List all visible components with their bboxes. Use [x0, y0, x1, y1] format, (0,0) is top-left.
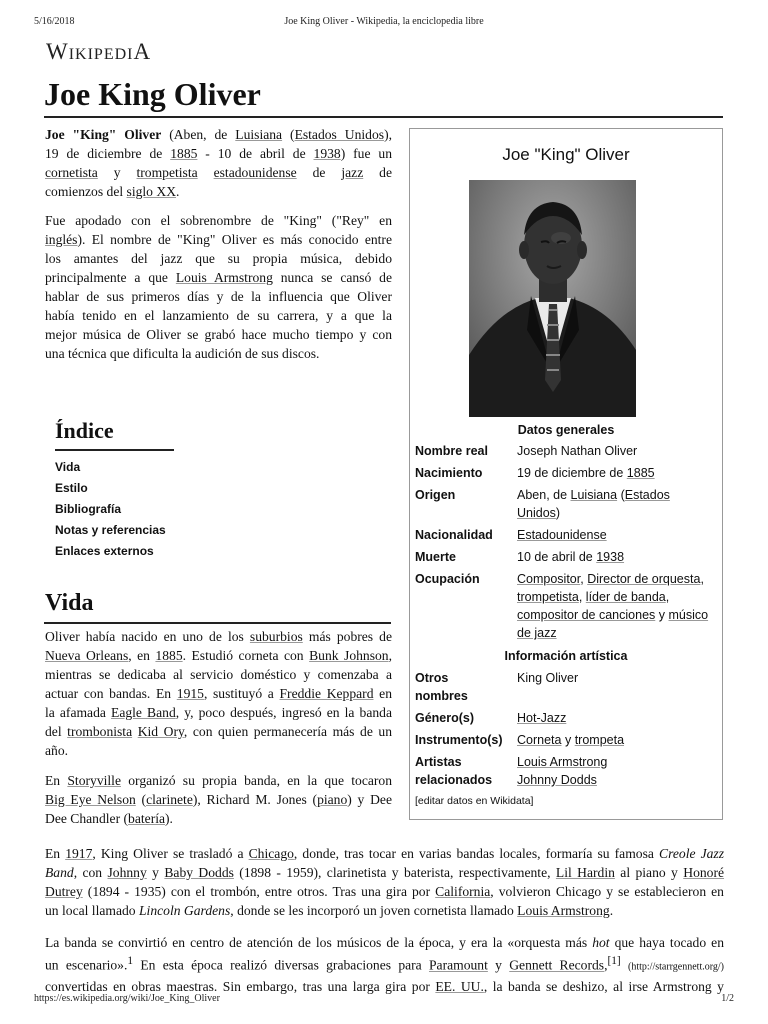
edit-wikidata-link[interactable]: [editar datos en Wikidata] [415, 795, 534, 807]
infobox-link[interactable]: Johnny Dodds [517, 773, 597, 787]
infobox-value[interactable] [517, 753, 709, 789]
text-line: Dee Chandler (batería). [45, 811, 173, 826]
text-line: hablar de sus primeros días y de la influencia que Oliver [45, 289, 392, 304]
text-line: mejor música de Oliver se grabó hace mucho tiempo y con [45, 327, 392, 342]
infobox-link[interactable]: músico de jazz [517, 608, 709, 640]
wordmark-rest: ikipedi [68, 39, 134, 64]
text-line: los amantes del jazz que su propia música, debido [45, 251, 392, 266]
inline-link[interactable]: Luisiana [235, 127, 283, 142]
inline-link[interactable]: trombonista [67, 724, 133, 739]
infobox-key: Ocupación [415, 572, 480, 586]
vida-paragraph-1 [45, 627, 392, 760]
inline-link[interactable]: California [435, 884, 491, 899]
infobox-value: King Oliver [517, 671, 579, 685]
infobox-value[interactable] [517, 526, 709, 544]
inline-link[interactable]: estadounidense [213, 165, 297, 180]
infobox-key: Nombre real [415, 444, 488, 458]
table-of-contents [55, 418, 174, 562]
inline-link[interactable]: Big Eye Nelson [45, 792, 136, 807]
infobox-link[interactable]: Estados Unidos [517, 488, 670, 520]
infobox-value[interactable]: Compositor, Director de orquesta, trompetista, líder de banda, compositor de canciones y músico de jazz [517, 572, 709, 640]
infobox [409, 128, 723, 820]
text-line: Oliver había nacido en uno de los suburbios más pobres de [45, 629, 392, 644]
inline-link[interactable]: EE. UU. [435, 978, 484, 994]
infobox-key: Artistas relacionados [415, 755, 493, 787]
vida-paragraph-4 [45, 933, 724, 996]
inline-link[interactable]: Freddie Keppard [279, 686, 374, 701]
wordmark-first: W [46, 39, 69, 64]
intro-paragraph-1 [45, 125, 392, 201]
infobox-section-general: Datos generales [517, 423, 615, 437]
inline-link[interactable]: jazz [341, 165, 364, 180]
infobox-link[interactable]: Louis Armstrong [517, 755, 608, 769]
text-line: la afamada Eagle Band, y, poco después, ingresó en la banda [45, 705, 393, 720]
infobox-link[interactable]: líder de banda [585, 590, 666, 604]
text-line: un local llamado Lincoln Gardens, donde se les incorporó un joven cornetista llamado Louis Armstrong. [45, 903, 614, 918]
inline-link[interactable]: trompetista [136, 165, 198, 180]
inline-link[interactable]: Chicago [248, 846, 294, 861]
infobox-value[interactable]: Aben, de Luisiana (Estados Unidos) [517, 488, 670, 520]
vida-paragraph-2 [45, 771, 392, 828]
text-line: Dutrey (1894 - 1935) con el trombón, entre otros. Tras una gira por California, volvieron Chicago y se establecieron en [45, 884, 724, 899]
infobox-key: Otros nombres [415, 671, 468, 703]
title-divider [44, 116, 723, 118]
text-line: una técnica que dificulta la audición de sus discos. [45, 346, 320, 361]
portrait-photo [469, 180, 636, 417]
text-line: convertidas en obras maestras. Sin embargo, tras una larga gira por EE. UU., la banda se deshizo, al irse Armstrong y [45, 978, 724, 994]
infobox-value[interactable]: Corneta y trompeta [517, 733, 625, 747]
print-url[interactable]: https://es.wikipedia.org/wiki/Joe_King_Oliver [34, 993, 220, 1004]
inline-link[interactable]: Gennett Records [509, 957, 605, 973]
wordmark-last: A [133, 39, 152, 64]
infobox-key: Muerte [415, 550, 456, 564]
inline-link[interactable]: Kid Ory [137, 724, 184, 739]
text-line: mientras se dedicaba al servicio doméstico y comenzaba a [45, 667, 392, 682]
inline-link[interactable]: Estados Unidos [294, 127, 385, 142]
infobox-value: Joseph Nathan Oliver [517, 444, 638, 458]
inline-link[interactable]: Baby Dodds [164, 865, 234, 880]
text-line: inglés). El nombre de "King" Oliver es más conocido entre [45, 232, 392, 247]
inline-link[interactable]: cornetista [45, 165, 98, 180]
infobox-link[interactable]: Hot-Jazz [517, 711, 567, 725]
toc-item-enlaces[interactable]: Enlaces externos [55, 543, 154, 558]
infobox-value[interactable]: 10 de abril de 1938 [517, 550, 625, 564]
infobox-section-artistic: Información artística [504, 649, 628, 663]
inline-link[interactable]: Storyville [67, 773, 121, 788]
infobox-value[interactable] [517, 709, 709, 727]
inline-link[interactable]: Nueva Orleans [45, 648, 129, 663]
print-date: 5/16/2018 [34, 16, 75, 27]
vida-paragraph-3 [45, 844, 724, 920]
inline-link[interactable]: 1885 [170, 146, 198, 161]
inline-link[interactable]: siglo XX [126, 184, 177, 199]
infobox-link[interactable]: 1885 [626, 466, 655, 480]
text-line: del trombonista Kid Ory, con quien permanecería más de un [45, 724, 393, 739]
inline-link[interactable]: Dutrey [45, 884, 83, 899]
text-line: cornetista y trompetista estadounidense de jazz de [45, 165, 393, 180]
infobox-link[interactable]: Estadounidense [517, 528, 607, 542]
text-line: Joe "King" Oliver (Aben, de Luisiana (Estados Unidos), [45, 127, 392, 142]
text-line: Band, con Johnny y Baby Dodds (1898 - 1959), clarinetista y baterista, respectivamente, Lil Hardin al piano y Honoré [45, 865, 725, 880]
infobox-link[interactable]: 1938 [596, 550, 625, 564]
inline-link[interactable]: inglés [45, 232, 78, 247]
page-title: Joe King Oliver [44, 76, 261, 112]
infobox-key: Nacionalidad [415, 528, 493, 542]
section-heading-vida: Vida [45, 590, 94, 616]
inline-link[interactable]: Eagle Band [111, 705, 176, 720]
infobox-key: Origen [415, 488, 456, 502]
inline-link[interactable]: 1915 [176, 686, 204, 701]
inline-link[interactable]: 1917 [65, 846, 93, 861]
inline-link[interactable]: Johnny [107, 865, 147, 880]
inline-link[interactable]: Bunk Johnson [309, 648, 389, 663]
toc-item-estilo[interactable]: Estilo [55, 480, 88, 495]
inline-link[interactable]: Lil Hardin [555, 865, 615, 880]
inline-link[interactable]: Honoré [683, 865, 725, 880]
text-line: Nueva Orleans, en 1885. Estudió corneta con Bunk Johnson, [45, 648, 393, 663]
text-line: comienzos del siglo XX. [45, 184, 180, 199]
inline-link[interactable]: Louis Armstrong [517, 903, 610, 918]
text-line: Fue apodado con el sobrenombre de "King" ("Rey" en [45, 213, 392, 228]
text-line: En 1917, King Oliver se trasladó a Chicago, donde, tras tocar en varias bandas locales, formaría su famosa Creole Jazz [45, 846, 725, 861]
inline-link[interactable]: clarinete [146, 792, 193, 807]
inline-link[interactable]: batería [128, 811, 166, 826]
text-line: un escenario».$^1$ En esta época realizó diversas grabaciones para Paramount y Gennett Records,[1] (http://starrgennett.org/) [45, 955, 725, 973]
inline-link[interactable]: suburbios [249, 629, 303, 644]
inline-link[interactable]: 1938 [313, 146, 341, 161]
infobox-link[interactable]: trompetista [517, 590, 579, 604]
infobox-key: Género(s) [415, 711, 475, 725]
infobox-link[interactable]: Luisiana [570, 488, 618, 502]
print-page-title: Joe King Oliver - Wikipedia, la enciclopedia libre [284, 16, 484, 27]
section-divider [44, 622, 391, 624]
toc-item-bibliografia[interactable]: Bibliografía [55, 501, 122, 516]
infobox-key: Nacimiento [415, 466, 483, 480]
text-line: había tenido en el lanzamiento de su carrera, y a que la [45, 308, 392, 323]
infobox-link[interactable]: compositor de canciones [517, 608, 656, 622]
infobox-link[interactable]: trompeta [574, 733, 625, 747]
toc-divider [55, 449, 174, 451]
text-line: 19 de diciembre de 1885 - 10 de abril de 1938) fue un [45, 146, 392, 161]
infobox-link[interactable]: Director de orquesta [587, 572, 701, 586]
inline-link[interactable]: Paramount [428, 957, 488, 973]
text-line: actuar con bandas. En 1915, sustituyó a Freddie Keppard en [45, 686, 392, 701]
toc-title: Índice [55, 418, 114, 443]
infobox-value[interactable]: 19 de diciembre de 1885 [517, 466, 655, 480]
text-line: La banda se convirtió en centro de atención de los músicos de la época, y era la «orquesta más hot que haya tocado en [45, 935, 724, 950]
infobox-key: Instrumento(s) [415, 733, 503, 747]
infobox-title: Joe "King" Oliver [502, 145, 630, 164]
inline-link[interactable]: 1885 [155, 648, 183, 663]
text-line: Big Eye Nelson (clarinete), Richard M. Jones (piano) y Dee [45, 792, 392, 807]
infobox-link[interactable]: Corneta [517, 733, 562, 747]
text-line: año. [45, 743, 69, 758]
text-line: principalmente a que Louis Armstrong nunca se cansó de [45, 270, 392, 285]
inline-link[interactable]: Louis Armstrong [175, 270, 273, 285]
toc-item-notas[interactable]: Notas y referencias [55, 522, 166, 537]
inline-link[interactable]: piano [317, 792, 348, 807]
text-line: En Storyville organizó su propia banda, en la que tocaron [45, 773, 393, 788]
intro-paragraph-2 [45, 211, 392, 363]
toc-item-vida[interactable]: Vida [55, 459, 81, 474]
wikipedia-wordmark[interactable] [46, 39, 151, 65]
print-page-number: 1/2 [721, 993, 734, 1004]
infobox-link[interactable]: Compositor [517, 572, 581, 586]
